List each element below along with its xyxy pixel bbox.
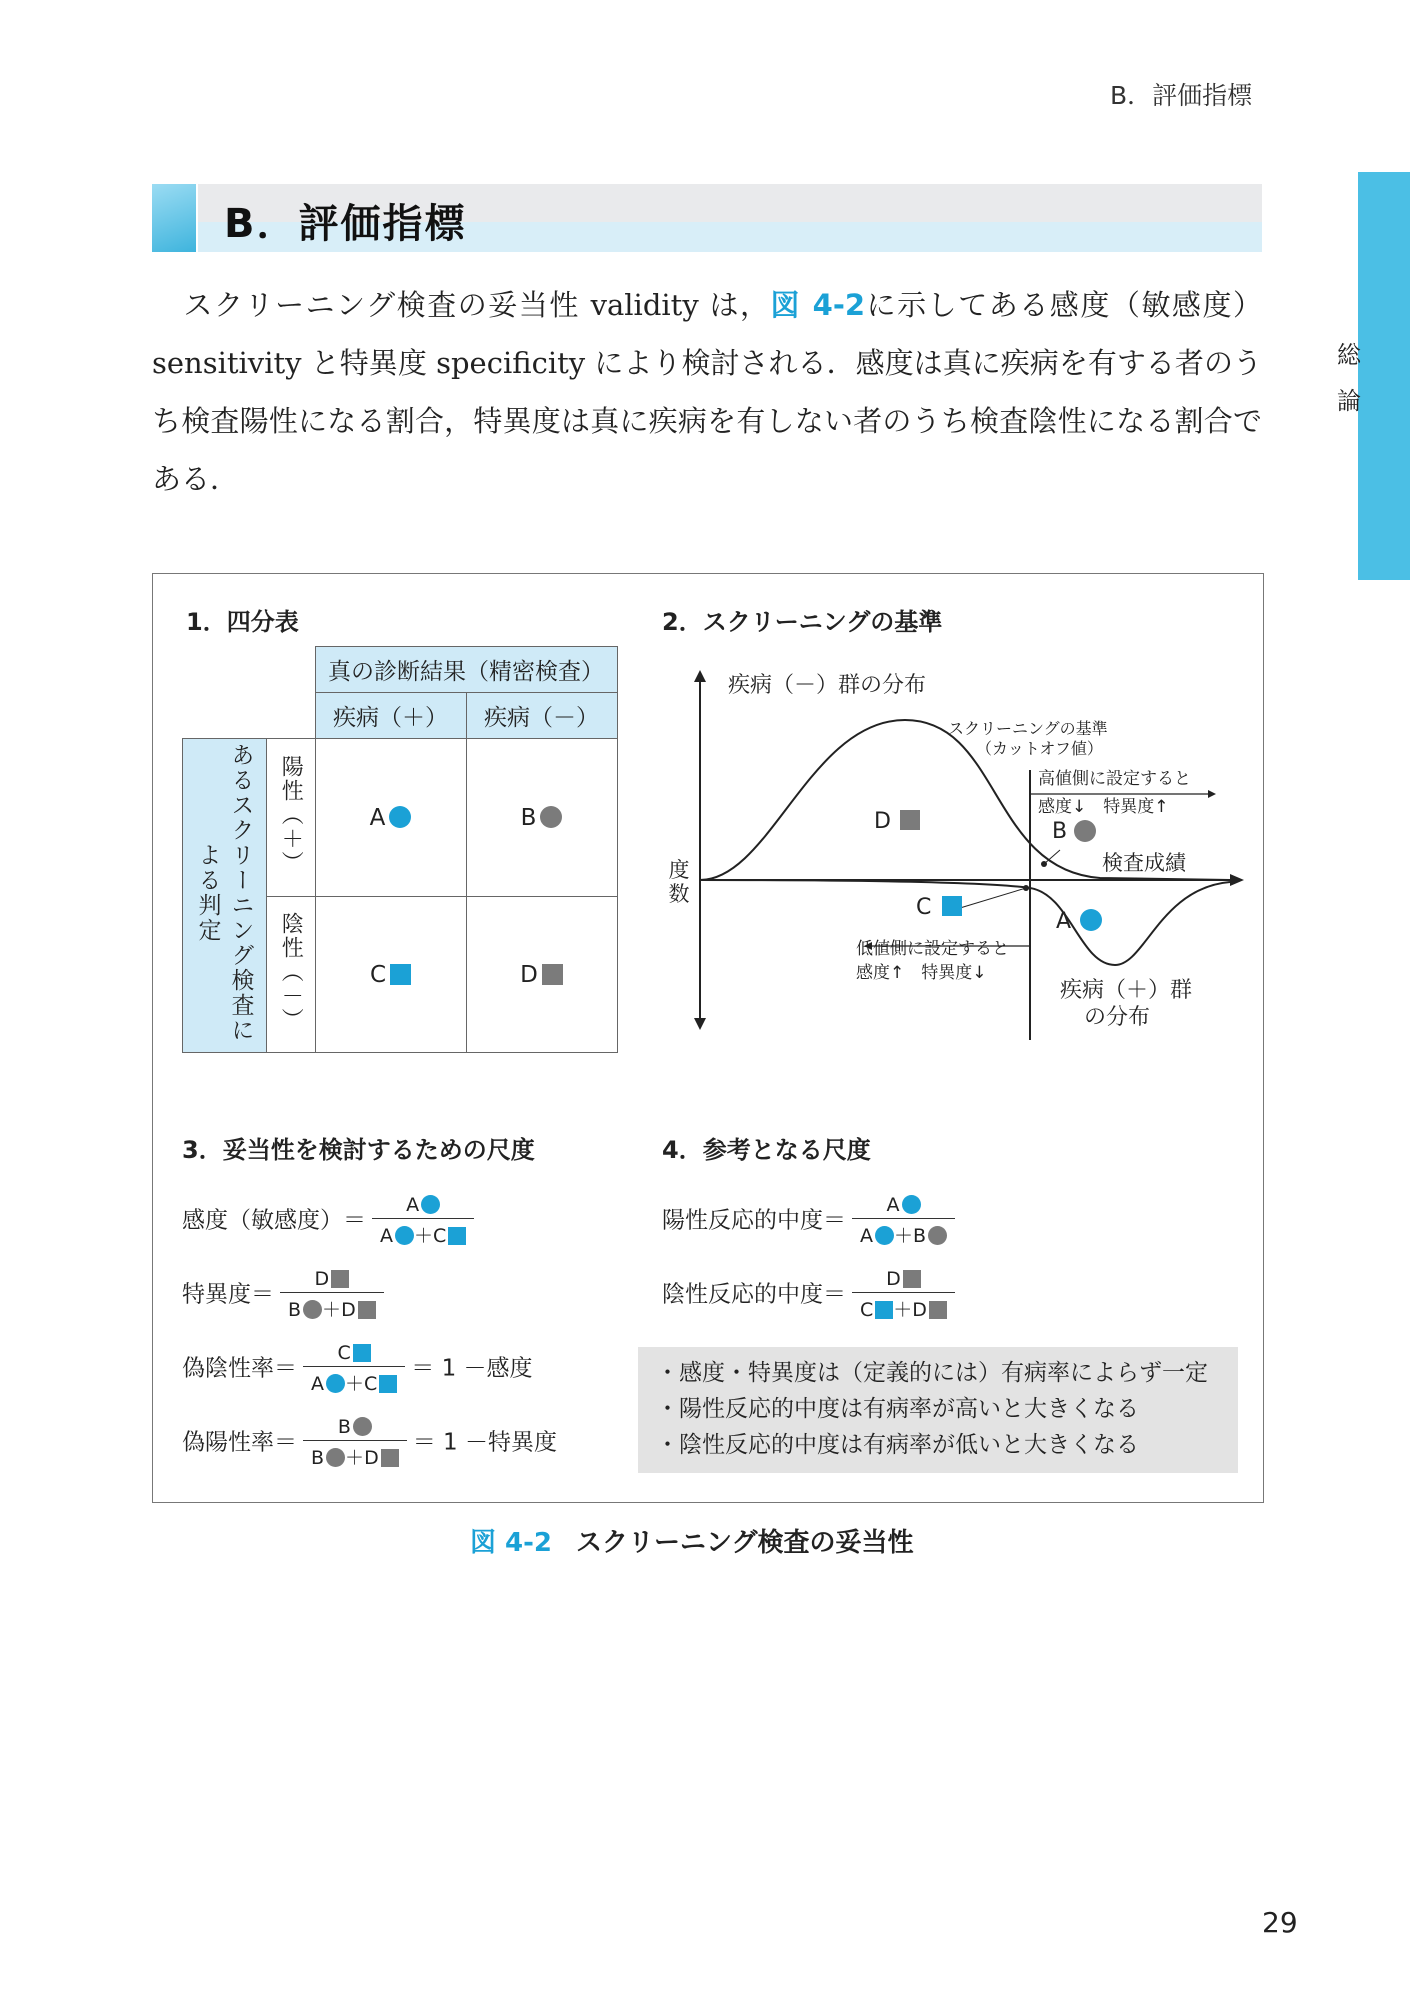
y-axis-arrow-down-icon <box>694 1018 706 1030</box>
circle-cyan-icon <box>902 1195 921 1214</box>
screening-judgement-header: あるスクリーニング検査による判定 <box>194 742 254 1043</box>
y-axis-label: 度数 <box>668 858 690 906</box>
circle-cyan-icon <box>389 806 411 828</box>
false-positive-formula: 偽陽性率＝ $\frac{B}{B +D}$ ＝ 1 －特異度 <box>182 1416 557 1469</box>
circle-gray-icon <box>928 1226 947 1245</box>
note-item: ・陰性反応的中度は有病率が低いと大きくなる <box>656 1432 1139 1458</box>
region-a-label: A <box>1056 909 1072 934</box>
circle-cyan-icon <box>421 1195 440 1214</box>
square-gray-icon <box>903 1270 921 1288</box>
cutoff-sub-label: （カットオフ値） <box>976 739 1103 758</box>
square-gray-icon <box>929 1301 947 1319</box>
square-gray-icon <box>542 964 563 985</box>
square-cyan-icon <box>448 1227 466 1245</box>
low-setting-label: 低値側に設定すると <box>856 939 1009 959</box>
circle-gray-icon <box>540 806 562 828</box>
body-paragraph: スクリーニング検査の妥当性 validity は，図 4-2に示してある感度（敏感度）sensitivity と特異度 specificity により検討される．感度は真に疾病を有する者のうち検査陽性になる割合，特異度は真に疾病を有しない者のうち検査陰性になる割合である． <box>152 288 1262 496</box>
fourfold-table-title: 1．四分表 <box>186 608 299 636</box>
cell-a: A <box>315 739 466 897</box>
disease-negative-header: 疾病（－） <box>466 693 617 739</box>
circle-cyan-icon <box>326 1374 345 1393</box>
figure-caption: 図 4-2 スクリーニング検査の妥当性 <box>470 1528 914 1558</box>
npv-formula: 陰性反応的中度＝ $\frac{D}{C +D}$ <box>662 1268 961 1322</box>
square-gray-icon <box>358 1301 376 1319</box>
cell-d: D <box>466 897 617 1053</box>
reference-measures-title: 4．参考となる尺度 <box>662 1136 871 1164</box>
running-header: B．評価指標 <box>1110 81 1253 110</box>
side-tab <box>1358 172 1410 580</box>
specificity-formula: 特異度＝ $\frac{D}{B +D}$ <box>182 1268 390 1322</box>
circle-gray-icon <box>353 1417 372 1436</box>
side-tab-label: 総 論 <box>1337 341 1361 415</box>
cutoff-label: スクリーニングの基準 <box>948 719 1108 738</box>
note-item: ・陽性反応的中度は有病率が高いと大きくなる <box>656 1396 1139 1422</box>
circle-gray-icon <box>326 1448 345 1467</box>
sensitivity-formula: 感度（敏感度）＝ $\frac{A}{A +C}$ <box>182 1194 480 1248</box>
figure-number: 図 4-2 <box>470 1528 553 1558</box>
fourfold-table <box>182 646 618 1053</box>
low-setting-effect: 感度↑ 特異度↓ <box>856 963 987 983</box>
false-negative-formula: 偽陰性率＝ $\frac{C}{A +C}$ ＝ 1 －感度 <box>182 1342 533 1395</box>
x-axis-arrow-icon <box>1230 874 1244 886</box>
figure-reference: 図 4-2 <box>770 288 866 322</box>
circle-cyan-icon <box>875 1226 894 1245</box>
notes-box <box>638 1347 1238 1473</box>
region-d-label: D <box>874 809 891 834</box>
right-arrow-icon <box>1208 790 1216 798</box>
square-gray-icon <box>331 1270 349 1288</box>
positive-row-header: 陽性（＋） <box>278 754 304 875</box>
square-cyan-icon <box>942 896 962 916</box>
disease-positive-header: 疾病（＋） <box>315 693 466 739</box>
negative-row-header: 陰性（－） <box>278 911 304 1032</box>
page-number: 29 <box>1262 1906 1298 1939</box>
section-title: B．評価指標 <box>224 201 467 247</box>
square-cyan-icon <box>353 1344 371 1362</box>
x-axis-label: 検査成績 <box>1102 851 1186 875</box>
square-gray-icon <box>900 810 920 830</box>
positive-distribution-label-2: の分布 <box>1084 1005 1151 1030</box>
section-heading <box>152 184 1262 252</box>
region-c-label: C <box>916 895 932 920</box>
square-cyan-icon <box>379 1375 397 1393</box>
screening-criteria-title: 2．スクリーニングの基準 <box>662 608 943 636</box>
positive-distribution-label: 疾病（＋）群 <box>1060 978 1193 1003</box>
high-setting-effect: 感度↓ 特異度↑ <box>1038 797 1169 817</box>
y-axis-arrow-icon <box>694 670 706 682</box>
true-diagnosis-header: 真の診断結果（精密検査） <box>315 647 617 693</box>
validity-measures-title: 3．妥当性を検討するための尺度 <box>182 1136 535 1164</box>
circle-cyan-icon <box>1080 909 1102 931</box>
square-gray-icon <box>381 1449 399 1467</box>
cell-b: B <box>466 739 617 897</box>
note-item: ・感度・特異度は（定義的には）有病率によらず一定 <box>656 1360 1208 1386</box>
cell-c: C <box>315 897 466 1053</box>
circle-gray-icon <box>303 1300 322 1319</box>
negative-distribution-label: 疾病（－）群の分布 <box>728 673 927 698</box>
ppv-formula: 陽性反応的中度＝ $\frac{A}{A +B}$ <box>662 1194 961 1248</box>
square-cyan-icon <box>390 964 411 985</box>
circle-cyan-icon <box>395 1226 414 1245</box>
high-setting-label: 高値側に設定すると <box>1038 769 1191 789</box>
square-cyan-icon <box>875 1301 893 1319</box>
region-b-label: B <box>1052 819 1068 844</box>
distribution-diagram <box>660 660 1250 1060</box>
circle-gray-icon <box>1074 820 1096 842</box>
